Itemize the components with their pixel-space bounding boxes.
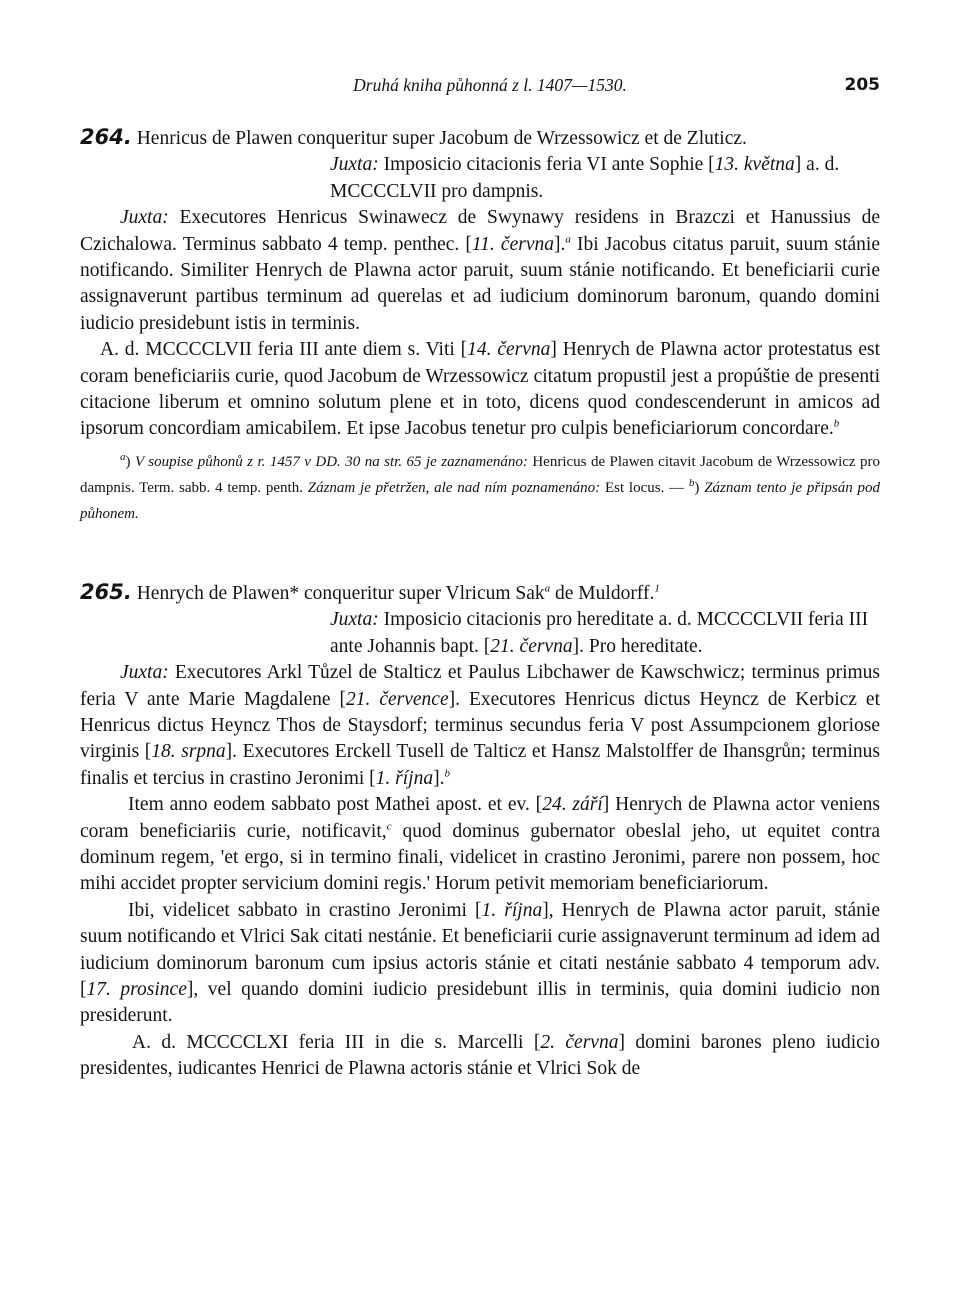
- juxta-label: Juxta:: [120, 662, 169, 684]
- footnote-mark: b: [444, 767, 450, 780]
- page-number: 205: [844, 75, 880, 95]
- juxta-label: Juxta:: [120, 207, 169, 229]
- entry-265: [80, 579, 880, 1083]
- footnote-mark: b: [833, 417, 840, 430]
- entry-number: 264.: [80, 125, 132, 149]
- juxta-label: Juxta:: [330, 154, 379, 176]
- footnote-mark: c: [386, 820, 392, 833]
- entry-number: 265.: [80, 579, 132, 604]
- entry-264-title: [80, 124, 880, 152]
- footnote-mark: a: [544, 582, 551, 595]
- entry-264: [80, 124, 880, 527]
- footnote-mark: a: [565, 233, 571, 246]
- date-note: 17. prosince: [86, 978, 187, 1000]
- date-note: 14. června: [467, 339, 551, 361]
- entry-264-footnotes: [80, 449, 880, 527]
- entry-265-executors: Juxta: Executores Arkl Tůzel de Stalticz et Paulus Libchawer de Kawschwicz; terminus primus feria V ante Marie Magdalene [21. července]. Executores Henricus dictus Heyncz de Kerbicz et Henricus dictus Heyncz Thos de Staysdorf; terminus secundus feria V post Assumpcionem gloriose virginis [18. srpna]. Executores Erckell Tusell de Talticz et Hansz Malstolffer de Ihansgrůn; terminus finalis et tercius in crastino Jeronimi [1. října].$^b$: [80, 662, 881, 789]
- date-note: 18. srpna: [151, 741, 226, 763]
- entry-title-text: Henricus de Plawen conqueritur super Jacobum de Wrzessowicz et de Zluticz.: [136, 128, 747, 149]
- date-note: 24. září: [542, 794, 603, 816]
- juxta-label: Juxta:: [330, 609, 379, 631]
- date-note: 21. června: [490, 635, 573, 657]
- entry-265-item: Item anno eodem sabbato post Mathei apost. et ev. [24. září] Henrych de Plawna actor veniens coram beneficiariis curie, notificavit,$^c$ quod dominus gubernator obeslal jeho, ut equitet contra dominum regem, 'et ergo, si in termino finali, videlicet in crastino Jeronimi, parere non possem, hoc mihi accidet propter servicium domini regis.' Horum petivit memoriam beneficiariorum.: [80, 794, 881, 895]
- entry-264-citation: Juxta: Imposicio citacionis feria VI ante Sophie [13. května] a. d. MCCCCLVII pro dampnis.: [330, 154, 840, 202]
- date-note: 13. května: [714, 154, 795, 176]
- entry-264-executors: Juxta: Executores Henricus Swinawecz de Swynawy residens in Brazczi et Hanussius de Czichalowa. Terminus sabbato 4 temp. penthec. [11. června].$^a$ Ibi Jacobus citatus paruit, suum stánie notificando. Similiter Henrych de Plawna actor paruit, suum stánie notificando. Et beneficiarii curie assignaverunt partibus terminum ad querelas et ad iudicium dominorum baronum, quando domini iudicio presidebunt istis in terminis.: [80, 207, 881, 334]
- entry-265-ibi: Ibi, videlicet sabbato in crastino Jeronimi [1. října], Henrych de Plawna actor paruit, stánie suum notificando et Vlrici Sak citati nestánie. Et beneficiarii curie assignaverunt terminum ad idem ad iudicium dominorum baronum cum ipsius actoris stánie et citati nestánie sabbato 4 temporum adv. [17. prosince], vel quando domini iudicio presidebunt illis in terminis, quia domini iudicio non presiderunt.: [80, 899, 880, 1027]
- footnote-a: $^a$) V soupise půhonů z r. 1457 v DD. 30 na str. 65 je zaznamenáno: Henricus de Plawen citavit Jacobum de Wrzessowicz pro dampnis. Term. sabb. 4 temp. penth. Záznam je přetržen, ale nad ním poznamenáno: Est locus. — $^b$) Záznam tento je připsán pod půhonem.: [80, 450, 880, 522]
- footnote-mark: 1: [654, 582, 660, 595]
- date-note: 2. června: [540, 1031, 619, 1053]
- date-note: 11. června: [471, 233, 554, 255]
- date-note: 1. října: [481, 899, 543, 921]
- entry-264-protest: A. d. MCCCCLVII feria III ante diem s. Viti [14. června] Henrych de Plawna actor protestatus est coram beneficiariis curie, quod Jacobum de Wrzessowicz citatum propustil jest a propúštie de presenti citacione liberum et omnino solutum plene et in toto, dicens quod condescenderunt in amicos ad ipsorum concordiam amicabilem. Et ipse Jacobus tenetur pro culpis beneficiariorum concordare.$^b$: [80, 339, 880, 440]
- entry-265-title: 265. Henrych de Plawen* conqueritur super Vlricum Sak$^a$ de Muldorff.$^1$: [80, 579, 660, 604]
- running-header: [80, 72, 880, 102]
- running-title: Druhá kniha půhonná z l. 1407—1530.: [353, 75, 627, 95]
- entry-265-verdict: A. d. MCCCCLXI feria III in die s. Marcelli [2. června] domini barones pleno iudicio presidentes, iudicantes Henrici de Plawna actoris stánie et Vlrici Sok de: [80, 1031, 880, 1080]
- date-note: 21. července: [346, 688, 449, 710]
- date-note: 1. října: [375, 767, 434, 789]
- entry-265-citation: Juxta: Imposicio citacionis pro hereditate a. d. MCCCCLVII feria III ante Johannis bapt. [21. června]. Pro hereditate.: [330, 609, 869, 657]
